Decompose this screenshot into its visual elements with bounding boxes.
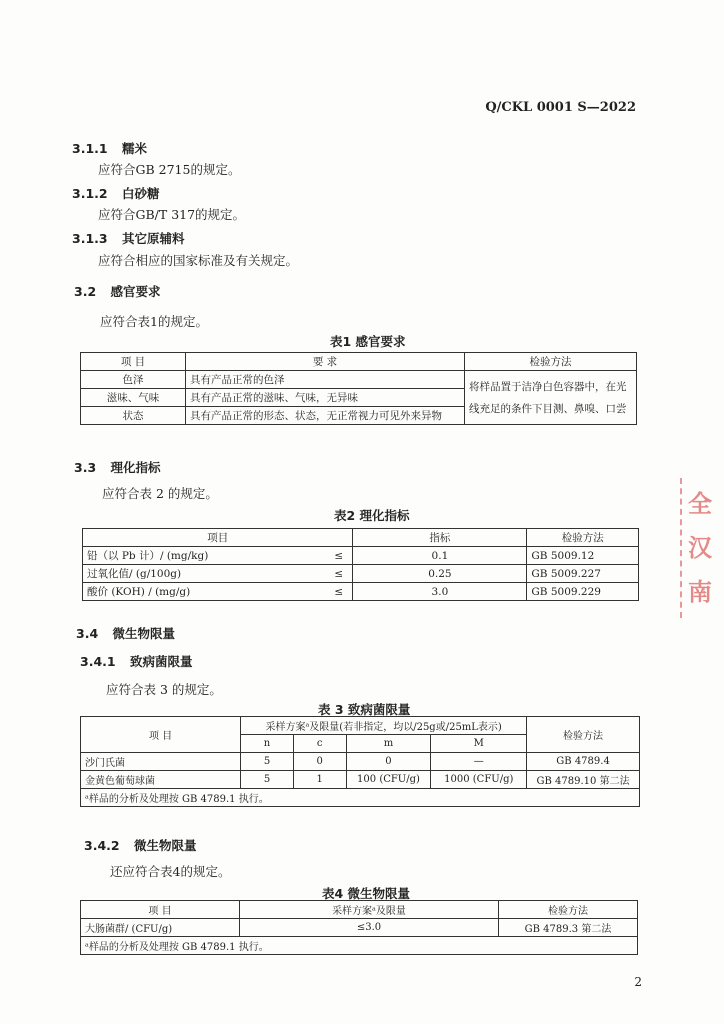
table-cell: —: [431, 753, 527, 771]
section-title: 糯米: [121, 141, 147, 156]
section-3-4-2-text: 还应符合表4的规定。: [110, 864, 231, 879]
table4-caption: 表4 微生物限量: [322, 886, 411, 901]
table-cell: 沙门氏菌: [81, 753, 241, 771]
table1-header-requirement: 要 求: [186, 353, 465, 371]
table-cell: 具有产品正常的滋味、气味，无异味: [186, 389, 465, 407]
table-cell: m: [346, 735, 431, 753]
section-3-1-1-heading: [72, 139, 147, 157]
table-cell: 具有产品正常的色泽: [186, 371, 465, 389]
table-row: [83, 547, 639, 565]
table-cell: c: [293, 735, 346, 753]
section-3-1-2-heading: [72, 184, 159, 202]
table-cell: 过氧化值/ (g/100g): [83, 565, 331, 583]
table1-sensory: [80, 352, 637, 425]
section-3-1-2-text: 应符合GB/T 317的规定。: [98, 207, 246, 222]
table-cell: 色泽: [81, 371, 186, 389]
table3-header-method: 检验方法: [527, 717, 640, 753]
table-cell: GB 5009.229: [527, 583, 639, 601]
section-title: 微生物限量: [133, 838, 197, 853]
table-cell: ≤: [330, 565, 353, 583]
section-number: 3.4: [76, 626, 99, 641]
section-3-4-1-heading: [80, 652, 192, 670]
table-cell: 金黄色葡萄球菌: [81, 771, 241, 789]
section-number: 3.4.2: [84, 838, 120, 853]
table4-microbes: [80, 900, 638, 955]
section-title: 理化指标: [110, 460, 161, 475]
table3-header-plan: 采样方案ᵃ及限量(若非指定，均以/25g或/25mL表示): [241, 717, 527, 735]
table-cell: 0.1: [353, 547, 527, 565]
table4-header-item: 项 目: [81, 901, 240, 919]
table-cell: 5: [241, 753, 294, 771]
section-number: 3.1.3: [72, 231, 108, 246]
document-code: Q/CKL 0001 S—2022: [485, 100, 636, 115]
table-cell: M: [431, 735, 527, 753]
table-cell: GB 4789.10 第二法: [527, 771, 640, 789]
table-cell: 5: [241, 771, 294, 789]
table2-header-method: 检验方法: [527, 529, 639, 547]
table-cell: GB 4789.4: [527, 753, 640, 771]
table-cell: GB 5009.12: [527, 547, 639, 565]
table-cell: 状态: [81, 407, 186, 425]
section-title: 致病菌限量: [129, 654, 193, 669]
table-cell: 1: [293, 771, 346, 789]
table3-header-item: 项 目: [81, 717, 241, 753]
table-cell: n: [241, 735, 294, 753]
table-cell: ≤: [330, 583, 353, 601]
table4-header-plan: 采样方案ᵃ及限量: [240, 901, 499, 919]
table-cell: GB 5009.227: [527, 565, 639, 583]
table3-caption: 表 3 致病菌限量: [318, 702, 411, 717]
table3-pathogens: [80, 716, 640, 807]
table4-header-method: 检验方法: [499, 901, 638, 919]
table1-caption: 表1 感官要求: [330, 334, 406, 349]
section-3-3-text: 应符合表 2 的规定。: [102, 486, 218, 501]
section-3-1-1-text: 应符合GB 2715的规定。: [98, 162, 241, 177]
table1-header-method: 检验方法: [465, 353, 637, 371]
table1-header-item: 项 目: [81, 353, 186, 371]
table-cell: 0.25: [353, 565, 527, 583]
table3-note: ᵃ样品的分析及处理按 GB 4789.1 执行。: [81, 789, 640, 807]
table-cell: 大肠菌群/ (CFU/g): [81, 919, 240, 937]
section-number: 3.3: [74, 460, 97, 475]
table-cell: 滋味、气味: [81, 389, 186, 407]
section-3-4-1-text: 应符合表 3 的规定。: [106, 682, 222, 697]
section-3-1-3-heading: [72, 229, 184, 247]
table-cell: ≤: [330, 547, 353, 565]
table-cell: 1000 (CFU/g): [431, 771, 527, 789]
section-title: 白砂糖: [121, 186, 160, 201]
section-3-2-text: 应符合表1的规定。: [100, 314, 208, 329]
section-3-4-heading: [76, 624, 175, 642]
section-title: 微生物限量: [112, 626, 176, 641]
table-row: [81, 753, 640, 771]
table-cell: 3.0: [353, 583, 527, 601]
table-cell: 100 (CFU/g): [346, 771, 431, 789]
section-3-1-3-text: 应符合相应的国家标准及有关规定。: [98, 253, 299, 268]
section-3-3-heading: [74, 458, 161, 476]
table-row: [83, 565, 639, 583]
table4-note: ᵃ样品的分析及处理按 GB 4789.1 执行。: [81, 937, 638, 955]
table2-header-index: 指标: [353, 529, 527, 547]
table1-method-cell: 将样品置于洁净白色容器中，在光线充足的条件下目测、鼻嗅、口尝: [465, 371, 637, 425]
section-number: 3.2: [74, 284, 97, 299]
table-cell: ≤3.0: [240, 919, 499, 937]
table2-header-item: 项目: [83, 529, 353, 547]
table-cell: 具有产品正常的形态、状态，无正常视力可见外来异物: [186, 407, 465, 425]
table-cell: 0: [346, 753, 431, 771]
section-3-4-2-heading: [84, 836, 196, 854]
section-3-2-heading: [74, 282, 161, 300]
table2-physicochemical: [82, 528, 639, 601]
table-cell: 酸价 (KOH) / (mg/g): [83, 583, 331, 601]
section-number: 3.4.1: [80, 654, 116, 669]
section-title: 其它原辅料: [121, 231, 185, 246]
table-row: [83, 583, 639, 601]
section-number: 3.1.1: [72, 141, 108, 156]
section-number: 3.1.2: [72, 186, 108, 201]
seal-stamp-fragment: 全 汉 南: [680, 478, 724, 618]
table-cell: 铅（以 Pb 计）/ (mg/kg): [83, 547, 331, 565]
page-number: 2: [634, 975, 642, 989]
section-title: 感官要求: [110, 284, 161, 299]
table-cell: 0: [293, 753, 346, 771]
table-cell: GB 4789.3 第二法: [499, 919, 638, 937]
table-row: [81, 771, 640, 789]
table-row: [81, 919, 638, 937]
table2-caption: 表2 理化指标: [334, 508, 410, 523]
